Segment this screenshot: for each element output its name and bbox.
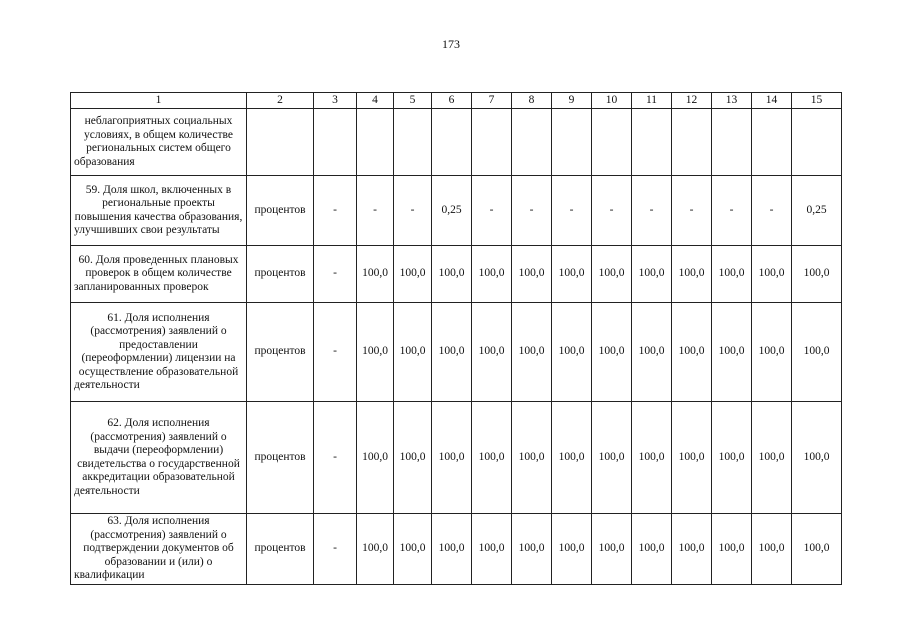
value-cell: 100,0 bbox=[394, 514, 432, 585]
value-cell: 100,0 bbox=[432, 303, 472, 402]
column-header-6: 6 bbox=[432, 93, 472, 109]
unit-cell: процентов bbox=[247, 514, 314, 585]
value-cell: 100,0 bbox=[712, 246, 752, 303]
indicator-name-cell: 61. Доля исполнения (рассмотрения) заявлений о предоставлении (переоформлении) лицензии на осуществление образовательной деятельности bbox=[71, 303, 247, 402]
value-cell: - bbox=[314, 303, 357, 402]
value-cell bbox=[552, 109, 592, 176]
value-cell: 100,0 bbox=[712, 402, 752, 514]
column-header-10: 10 bbox=[592, 93, 632, 109]
value-cell: 100,0 bbox=[394, 402, 432, 514]
value-cell: - bbox=[314, 514, 357, 585]
value-cell: 100,0 bbox=[792, 514, 842, 585]
value-cell bbox=[432, 109, 472, 176]
indicator-name-cell: 60. Доля проведенных плановых проверок в общем количестве запланированных проверок bbox=[71, 246, 247, 303]
value-cell bbox=[792, 109, 842, 176]
value-cell bbox=[472, 109, 512, 176]
indicator-name-cell: 59. Доля школ, включенных в региональные проекты повышения качества образования, улучшивших свои результаты bbox=[71, 176, 247, 246]
unit-cell: процентов bbox=[247, 303, 314, 402]
column-header-13: 13 bbox=[712, 93, 752, 109]
value-cell: - bbox=[752, 176, 792, 246]
unit-cell: процентов bbox=[247, 176, 314, 246]
value-cell: - bbox=[357, 176, 394, 246]
indicator-table bbox=[70, 92, 842, 585]
value-cell bbox=[512, 109, 552, 176]
value-cell: - bbox=[592, 176, 632, 246]
value-cell: 0,25 bbox=[432, 176, 472, 246]
value-cell: 100,0 bbox=[472, 246, 512, 303]
value-cell: - bbox=[712, 176, 752, 246]
page-number: 173 bbox=[442, 37, 460, 51]
value-cell: 100,0 bbox=[672, 514, 712, 585]
table-row bbox=[71, 176, 842, 246]
value-cell bbox=[357, 109, 394, 176]
value-cell: 100,0 bbox=[432, 402, 472, 514]
value-cell: 100,0 bbox=[357, 303, 394, 402]
value-cell: 100,0 bbox=[632, 402, 672, 514]
unit-cell: процентов bbox=[247, 402, 314, 514]
value-cell: - bbox=[552, 176, 592, 246]
value-cell: 100,0 bbox=[752, 514, 792, 585]
table-row bbox=[71, 109, 842, 176]
table-row bbox=[71, 303, 842, 402]
unit-cell bbox=[247, 109, 314, 176]
value-cell bbox=[672, 109, 712, 176]
value-cell: 100,0 bbox=[512, 402, 552, 514]
value-cell: 100,0 bbox=[752, 246, 792, 303]
value-cell: - bbox=[394, 176, 432, 246]
column-header-8: 8 bbox=[512, 93, 552, 109]
value-cell: 100,0 bbox=[712, 514, 752, 585]
value-cell bbox=[752, 109, 792, 176]
column-header-15: 15 bbox=[792, 93, 842, 109]
value-cell: 0,25 bbox=[792, 176, 842, 246]
value-cell: 100,0 bbox=[712, 303, 752, 402]
value-cell: 100,0 bbox=[512, 246, 552, 303]
value-cell: 100,0 bbox=[394, 303, 432, 402]
value-cell: 100,0 bbox=[792, 402, 842, 514]
value-cell: 100,0 bbox=[592, 303, 632, 402]
value-cell: - bbox=[632, 176, 672, 246]
table-row bbox=[71, 402, 842, 514]
value-cell: 100,0 bbox=[552, 303, 592, 402]
value-cell bbox=[314, 109, 357, 176]
column-header-2: 2 bbox=[247, 93, 314, 109]
value-cell: 100,0 bbox=[512, 514, 552, 585]
value-cell: 100,0 bbox=[472, 402, 512, 514]
value-cell: 100,0 bbox=[632, 246, 672, 303]
value-cell: 100,0 bbox=[592, 246, 632, 303]
value-cell: 100,0 bbox=[432, 246, 472, 303]
value-cell: 100,0 bbox=[672, 402, 712, 514]
value-cell: 100,0 bbox=[472, 514, 512, 585]
column-header-7: 7 bbox=[472, 93, 512, 109]
value-cell: 100,0 bbox=[357, 402, 394, 514]
value-cell: - bbox=[672, 176, 712, 246]
table-row bbox=[71, 246, 842, 303]
value-cell: 100,0 bbox=[592, 402, 632, 514]
value-cell: 100,0 bbox=[357, 514, 394, 585]
indicator-name-cell: 63. Доля исполнения (рассмотрения) заявлений о подтверждении документов об образовании и (или) о квалификации bbox=[71, 514, 247, 585]
value-cell: - bbox=[512, 176, 552, 246]
column-header-1: 1 bbox=[71, 93, 247, 109]
column-header-12: 12 bbox=[672, 93, 712, 109]
value-cell: 100,0 bbox=[632, 514, 672, 585]
value-cell: 100,0 bbox=[632, 303, 672, 402]
value-cell: 100,0 bbox=[552, 514, 592, 585]
value-cell: 100,0 bbox=[512, 303, 552, 402]
column-header-9: 9 bbox=[552, 93, 592, 109]
unit-cell: процентов bbox=[247, 246, 314, 303]
value-cell: 100,0 bbox=[792, 246, 842, 303]
value-cell: 100,0 bbox=[672, 303, 712, 402]
value-cell: 100,0 bbox=[752, 303, 792, 402]
value-cell: 100,0 bbox=[432, 514, 472, 585]
column-header-14: 14 bbox=[752, 93, 792, 109]
value-cell: 100,0 bbox=[592, 514, 632, 585]
table-header-row bbox=[71, 93, 842, 109]
value-cell: 100,0 bbox=[552, 246, 592, 303]
indicator-name-cell: 62. Доля исполнения (рассмотрения) заявлений о выдачи (переоформлении) свидетельства о государственной аккредитации образовательной деятельности bbox=[71, 402, 247, 514]
table-row bbox=[71, 514, 842, 585]
value-cell bbox=[632, 109, 672, 176]
value-cell: - bbox=[314, 246, 357, 303]
value-cell: 100,0 bbox=[552, 402, 592, 514]
value-cell bbox=[712, 109, 752, 176]
column-header-3: 3 bbox=[314, 93, 357, 109]
value-cell: - bbox=[314, 402, 357, 514]
value-cell: 100,0 bbox=[357, 246, 394, 303]
value-cell: 100,0 bbox=[792, 303, 842, 402]
value-cell: - bbox=[472, 176, 512, 246]
column-header-4: 4 bbox=[357, 93, 394, 109]
column-header-11: 11 bbox=[632, 93, 672, 109]
value-cell bbox=[394, 109, 432, 176]
column-header-5: 5 bbox=[394, 93, 432, 109]
indicator-name-cell: неблагоприятных социальных условиях, в общем количестве региональных систем общего образования bbox=[71, 109, 247, 176]
value-cell: 100,0 bbox=[752, 402, 792, 514]
value-cell: 100,0 bbox=[472, 303, 512, 402]
value-cell bbox=[592, 109, 632, 176]
value-cell: 100,0 bbox=[672, 246, 712, 303]
value-cell: 100,0 bbox=[394, 246, 432, 303]
value-cell: - bbox=[314, 176, 357, 246]
